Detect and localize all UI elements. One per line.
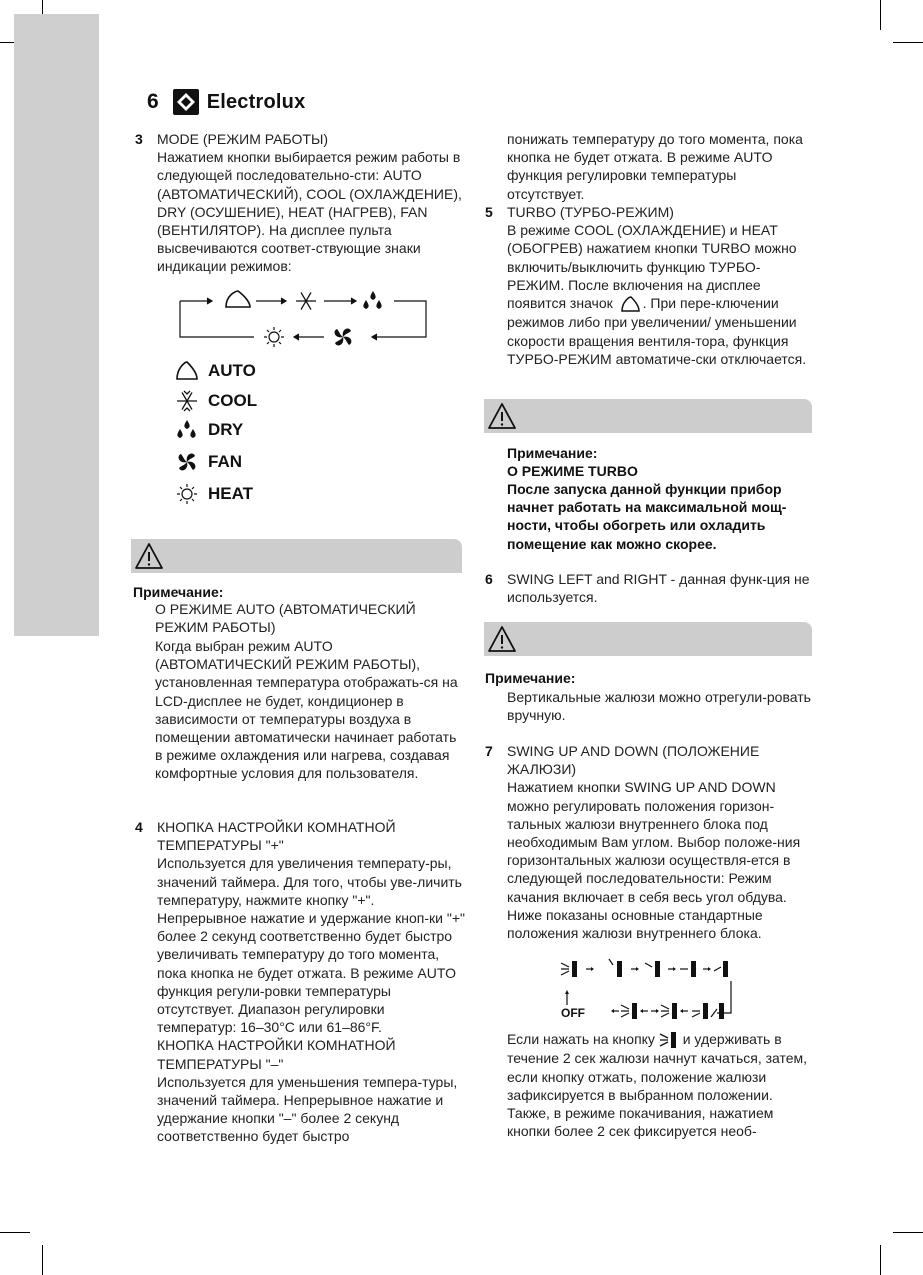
item-body-part: В режиме COOL (ОХЛАЖДЕНИЕ) и HEAT (ОБОГРЕВ) нажатием кнопки TURBO можно включить/выключить функцию ТУРБО-РЕЖИМ. После включения на дисплее появится значок xyxy=(507,222,797,312)
legend-heat xyxy=(175,483,253,505)
note-bar xyxy=(131,539,462,573)
note-body: Когда выбран режим AUTO (АВТОМАТИЧЕСКИЙ РЕЖИМ РАБОТЫ), установленная температура отображать-ся на LCD-дисплее не будет, кондиционер в зависимости от температуры воздуха в помещении автоматически начинает работать в режиме охлаждения или нагрева, создавая комфортные условия для пользователя. xyxy=(155,638,458,782)
legend-cool xyxy=(175,390,257,412)
louver-positions-diagram xyxy=(555,957,745,1023)
item-body-part: Если нажать на кнопку xyxy=(507,1031,655,1047)
crop-mark xyxy=(893,1232,923,1233)
droplets-icon xyxy=(175,419,199,441)
crop-mark xyxy=(893,42,923,43)
item-body: SWING LEFT and RIGHT - данная функ-ция не используется. xyxy=(507,571,810,606)
legend-dry xyxy=(175,419,243,441)
item-title: SWING UP AND DOWN (ПОЛОЖЕНИЕ ЖАЛЮЗИ) xyxy=(507,743,760,778)
snowflake-icon xyxy=(175,390,199,412)
item-number: 6 xyxy=(485,571,493,587)
item-title: КНОПКА НАСТРОЙКИ КОМНАТНОЙ ТЕМПЕРАТУРЫ "+" xyxy=(157,819,396,854)
auto-icon xyxy=(617,295,643,313)
note-title: О РЕЖИМЕ TURBO xyxy=(507,463,638,479)
sun-icon xyxy=(175,483,199,505)
crop-mark xyxy=(42,1245,43,1275)
item-body-2: Используется для уменьшения темпера-туры, значений таймера. Непрерывное нажатие и удержание кнопки "–" более 2 секунд соответственно будет быстро xyxy=(157,1073,458,1145)
fan-icon xyxy=(175,451,199,473)
note-body: После запуска данной функции прибор начнет работать на максимальной мощ-ности, чтобы обогреть или охладить помещение как можно скорее. xyxy=(507,481,787,552)
item-4-continued: понижать температуру до того момента, пока кнопка не будет отжата. В режиме AUTO функция регулировки температуры отсутствует. xyxy=(507,131,803,202)
swing-button-icon xyxy=(659,1031,679,1049)
legend-label: DRY xyxy=(208,420,244,439)
item-number: 7 xyxy=(485,743,493,759)
item-title: TURBO (ТУРБО-РЕЖИМ) xyxy=(507,204,674,220)
item-number: 5 xyxy=(485,204,493,220)
note-title: О РЕЖИМЕ AUTO (АВТОМАТИЧЕСКИЙ РЕЖИМ РАБОТЫ) xyxy=(155,601,416,636)
page-number: 6 xyxy=(147,90,159,113)
legend-label: COOL xyxy=(208,391,258,410)
brand-name: Electrolux xyxy=(206,90,306,113)
item-7 xyxy=(485,742,815,942)
crop-mark xyxy=(880,0,881,30)
item-6 xyxy=(485,570,815,606)
page-header xyxy=(147,89,305,115)
item-3 xyxy=(135,130,465,276)
item-4 xyxy=(135,818,465,1146)
item-body: Используется для увеличения температу-ры, значений таймера. Для того, чтобы уве-личить температуру, нажмите кнопку "+". Непрерывное нажатие и удержание кноп-ки "+" более 2 секунд соответственно будет быстро увеличивать температуру до того момента, пока кнопка не будет отжата. В режиме AUTO функция регули-ровки температуры отсутствует. Диапазон регулировки температур: 16–30°C или 61–86°F. xyxy=(157,855,465,1036)
item-5 xyxy=(485,203,815,368)
electrolux-logo-icon xyxy=(173,89,199,115)
item-body-part: . При пере-ключении режимов либо при увеличении/ уменьшении скорости вращения вентиля-тора, функция ТУРБО-РЕЖИМ автоматиче-ски отключается. xyxy=(507,295,807,367)
note-label: Примечание: xyxy=(485,670,576,686)
crop-mark xyxy=(880,1245,881,1275)
item-number: 3 xyxy=(135,131,143,147)
note-bar xyxy=(484,399,812,433)
warning-icon xyxy=(134,542,164,570)
mode-cycle-diagram xyxy=(176,285,432,355)
crop-mark xyxy=(0,1232,30,1233)
note-bar xyxy=(484,622,812,656)
legend-label: AUTO xyxy=(208,361,256,380)
warning-icon xyxy=(487,402,517,430)
legend-label: HEAT xyxy=(208,484,254,503)
item-body: Нажатием кнопки SWING UP AND DOWN можно регулировать положения горизон-тальных жалюзи внутреннего блока под необходимым Вам углом. Выбор положе-ния горизонтальных жалюзи осуществля-ется в следующей последовательности: Режим качания включает в себя весь угол обдува. Ниже показаны основные стандартные положения жалюзи внутреннего блока. xyxy=(507,779,801,942)
warning-icon xyxy=(487,625,517,653)
item-title-2: КНОПКА НАСТРОЙКИ КОМНАТНОЙ ТЕМПЕРАТУРЫ "–" xyxy=(157,1037,396,1072)
item-7-continued xyxy=(507,1030,812,1140)
item-body-part: и удерживать в течение 2 сек жалюзи начнут качаться, затем, если кнопку отжать, положение жалюзи зафиксируется в выбранном положении. Также, в режиме покачивания, нажатием кнопки более 2 сек фиксируется необ- xyxy=(507,1031,808,1140)
note-label: Примечание: xyxy=(133,584,224,600)
legend-auto xyxy=(175,360,256,382)
auto-icon xyxy=(175,360,199,382)
item-body: Нажатием кнопки выбирается режим работы в следующей последовательно-сти: AUTO (АВТОМАТИЧЕСКИЙ), COOL (ОХЛАЖДЕНИЕ), DRY (ОСУШЕНИЕ), HEAT (НАГРЕВ), FAN (ВЕНТИЛЯТОР). На дисплее пульта высвечиваются соответ-ствующие знаки индикации режимов: xyxy=(157,149,462,275)
note-label: Примечание: xyxy=(507,445,598,461)
item-title: MODE (РЕЖИМ РАБОТЫ) xyxy=(157,131,329,147)
off-label: OFF xyxy=(561,1006,585,1020)
item-body xyxy=(507,221,815,368)
note-body: Вертикальные жалюзи можно отрегули-ровать вручную. xyxy=(507,689,811,724)
legend-fan xyxy=(175,451,242,473)
side-tab xyxy=(14,14,99,636)
item-number: 4 xyxy=(135,819,143,835)
legend-label: FAN xyxy=(208,452,242,471)
